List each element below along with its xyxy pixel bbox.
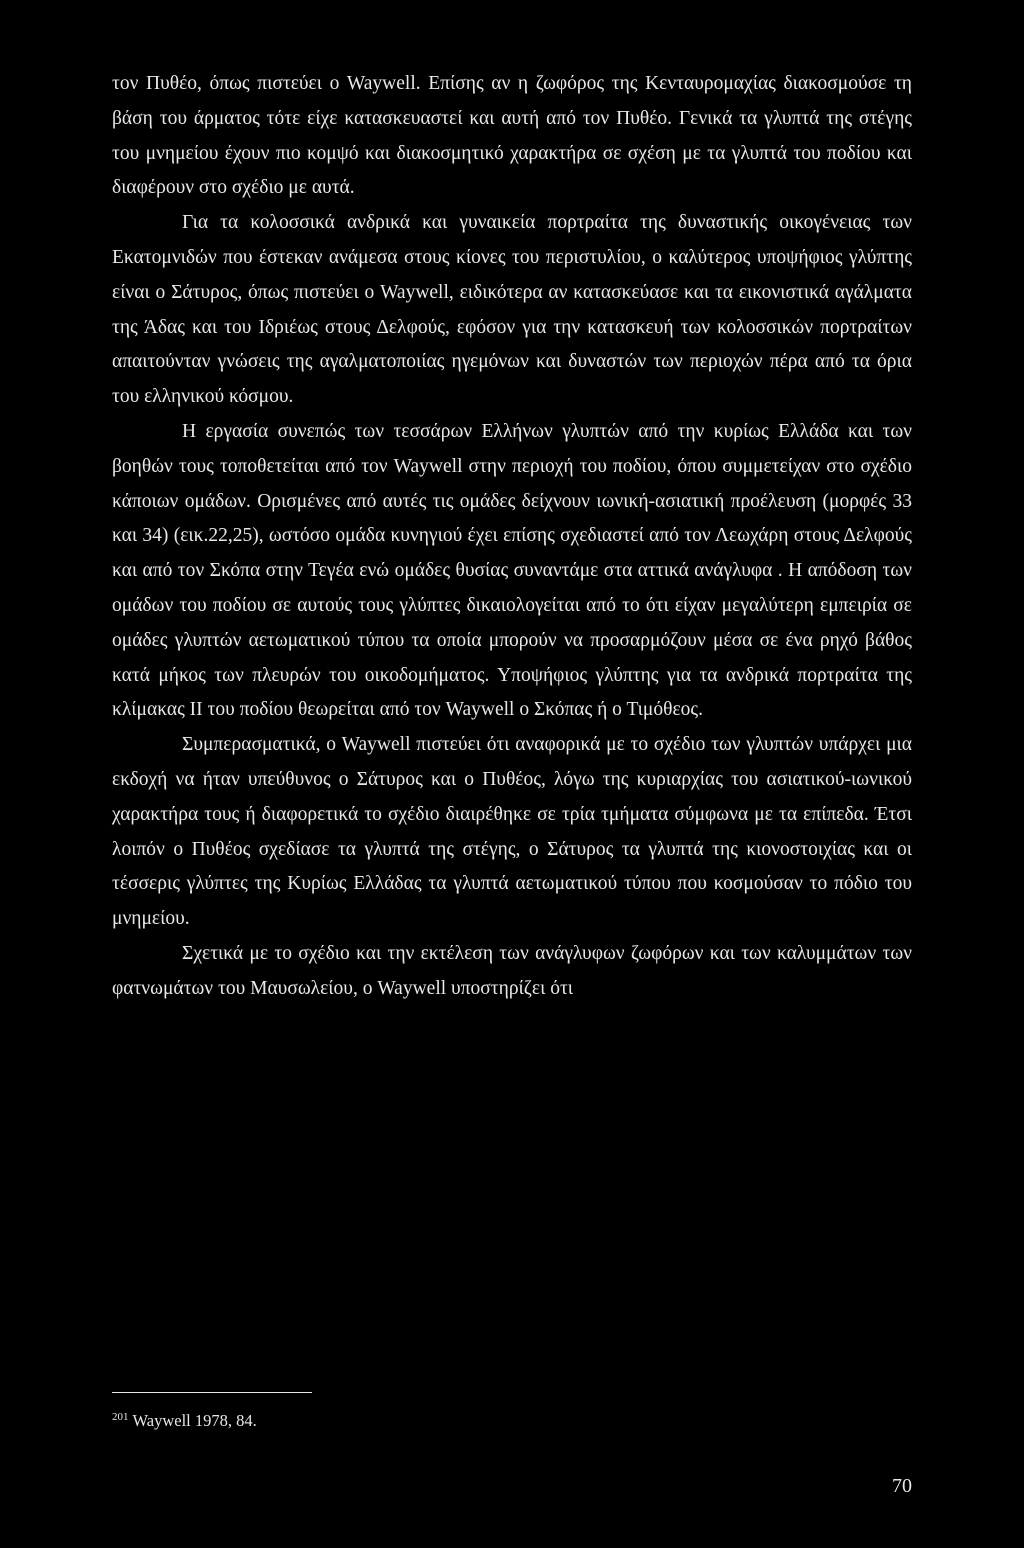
footnote-number: 201 <box>112 1411 129 1423</box>
footnote <box>112 1407 257 1431</box>
paragraph-2: Για τα κολοσσικά ανδρικά και γυναικεία πορτραίτα της δυναστικής οικογένειας των Εκατομνιδών που έστεκαν ανάμεσα στους κίονες του περιστυλίου, ο καλύτερος υποψήφιος γλύπτης είναι ο Σάτυρος, όπως πιστεύει ο Waywell, ειδικότερα αν κατασκεύασε και τα εικονιστικά αγάλματα της Άδας και του Ιδριέως στους Δελφούς, εφόσον για την κατασκευή των κολοσσικών πορτραίτων απαιτούνταν γνώσεις της αγαλματοποιίας ηγεμόνων και δυναστών των περιοχών πέρα από τα όρια του ελληνικού κόσμου. <box>112 212 912 408</box>
paragraph-3: Η εργασία συνεπώς των τεσσάρων Ελλήνων γλυπτών από την κυρίως Ελλάδα και των βοηθών τους τοποθετείται από τον Waywell στην περιοχή του ποδίου, όπου συμμετείχαν στο σχέδιο κάποιων ομάδων. Ορισμένες από αυτές τις ομάδες δείχνουν ιωνική-ασιατική προέλευση (μορφές 33 και 34) (εικ.22,25), ωστόσο ομάδα κυνηγιού έχει επίσης σχεδιαστεί από τον Λεωχάρη στους Δελφούς και από τον Σκόπα στην Τεγέα ενώ ομάδες θυσίας συναντάμε στα αττικά ανάγλυφα . Η απόδοση των ομάδων του ποδίου σε αυτούς τους γλύπτες δικαιολογείται από το ότι είχαν μεγαλύτερη εμπειρία σε ομάδες γλυπτών αετωματικού τύπου τα οποία μπορούν να προσαρμόζουν μέσα σε ένα ρηχό βάθος κατά μήκος των πλευρών του οικοδομήματος. Υποψήφιος γλύπτης για τα ανδρικά πορτραίτα της κλίμακας ΙΙ του ποδίου θεωρείται από τον Waywell ο Σκόπας ή ο Τιμόθεος. <box>112 420 912 721</box>
paragraph-5: Σχετικά με το σχέδιο και την εκτέλεση των ανάγλυφων ζωφόρων και των καλυμμάτων των φατνωμάτων του Μαυσωλείου, ο Waywell υποστηρίζει ότι <box>112 942 912 999</box>
paragraph-1: τον Πυθέο, όπως πιστεύει ο Waywell. Επίσης αν η ζωφόρος της Κενταυρομαχίας διακοσμούσε τη βάση του άρματος τότε είχε κατασκευαστεί και αυτή από τον Πυθέο. Γενικά τα γλυπτά της στέγης του μνημείου έχουν πιο κομψό και διακοσμητικό χαρακτήρα σε σχέση με τα γλυπτά του ποδίου και διαφέρουν στο σχέδιο με αυτά. <box>112 73 912 199</box>
footnote-text: Waywell 1978, 84. <box>132 1411 257 1430</box>
body-text <box>112 67 912 1007</box>
paragraph-4: Συμπερασματικά, ο Waywell πιστεύει ότι αναφορικά με το σχέδιο των γλυπτών υπάρχει μια εκδοχή να ήταν υπεύθυνος ο Σάτυρος και ο Πυθέος, λόγω της κυριαρχίας του ασιατικού-ιωνικού χαρακτήρα τους ή διαφορετικά το σχέδιο διαιρέθηκε σε τρία τμήματα σύμφωνα με τα επίπεδα. Έτσι λοιπόν ο Πυθέος σχεδίασε τα γλυπτά της στέγης, ο Σάτυρος τα γλυπτά της κιονοστοιχίας και οι τέσσερις γλύπτες της Κυρίως Ελλάδας τα γλυπτά αετωματικού τύπου που κοσμούσαν το πόδιο του μνημείου. <box>112 734 912 930</box>
page-number: 70 <box>892 1475 912 1497</box>
footnote-separator <box>112 1392 312 1393</box>
